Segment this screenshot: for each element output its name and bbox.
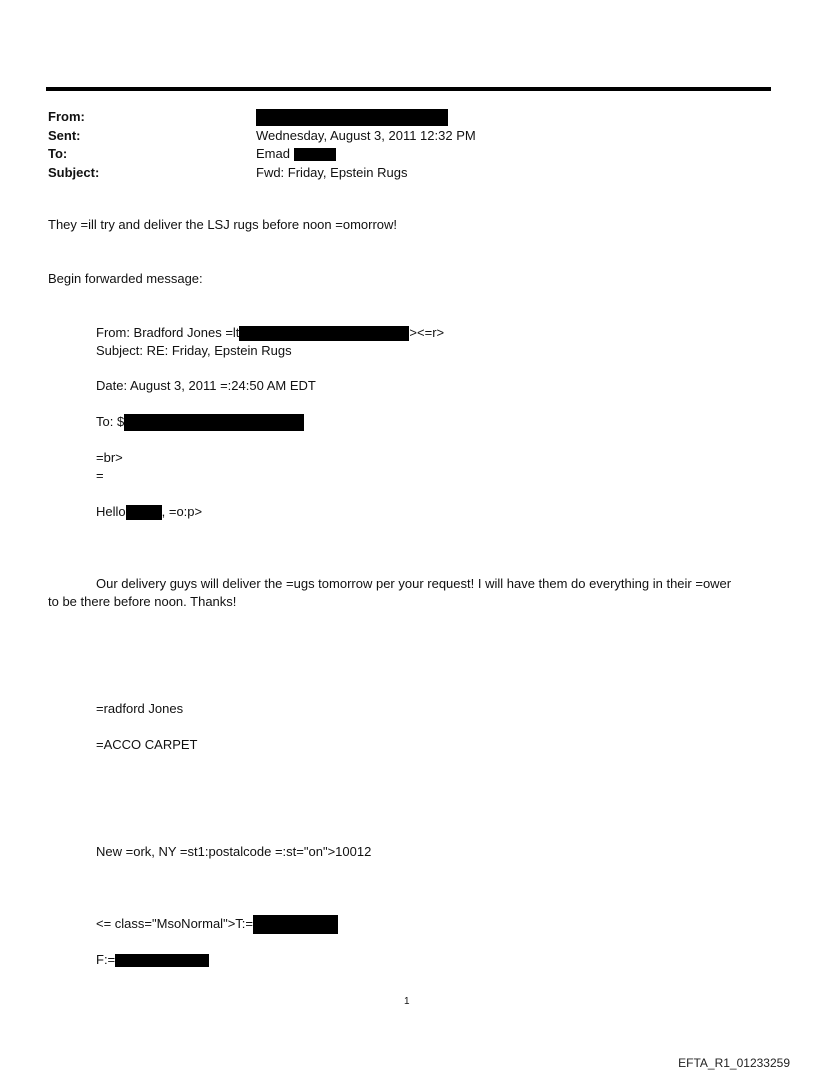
subject-value: Fwd: Friday, Epstein Rugs bbox=[256, 164, 408, 180]
redaction-block bbox=[126, 505, 162, 520]
sent-label: Sent: bbox=[48, 127, 81, 143]
hello-line bbox=[96, 503, 202, 520]
paragraph-line-2: to be there before noon. Thanks! bbox=[48, 594, 237, 609]
bates-number: EFTA_R1_01233259 bbox=[678, 1056, 790, 1070]
fwd-to-prefix: To: $ bbox=[96, 414, 125, 429]
subject-label: Subject: bbox=[48, 164, 100, 180]
subject-row bbox=[48, 164, 748, 183]
body-line-2: Begin forwarded message: bbox=[48, 271, 203, 286]
sent-value: Wednesday, August 3, 2011 12:32 PM bbox=[256, 127, 476, 143]
header-rule bbox=[46, 87, 771, 91]
from-label: From: bbox=[48, 109, 85, 124]
to-label: To: bbox=[48, 146, 68, 161]
phone-prefix: <= class="MsoNormal">T:= bbox=[96, 916, 253, 931]
signature-address: New =ork, NY =st1:postalcode =:st="on">10012 bbox=[96, 844, 372, 859]
hello-prefix: Hello bbox=[96, 504, 126, 519]
fwd-to-line bbox=[96, 413, 304, 431]
signature-name: =radford Jones bbox=[96, 701, 184, 716]
fwd-from-suffix: ><=r> bbox=[409, 325, 445, 340]
redaction-block bbox=[294, 148, 336, 161]
redaction-block bbox=[256, 109, 448, 126]
fwd-from-line bbox=[96, 324, 444, 341]
redaction-block bbox=[239, 326, 409, 341]
email-header bbox=[48, 108, 748, 182]
fax-prefix: F:= bbox=[96, 952, 116, 967]
signature-phone bbox=[96, 915, 338, 934]
fwd-date-line: Date: August 3, 2011 =:24:50 AM EDT bbox=[96, 378, 316, 393]
fwd-br-line: =br> bbox=[96, 450, 123, 465]
body-line-1: They =ill try and deliver the LSJ rugs before noon =omorrow! bbox=[48, 217, 398, 232]
paragraph-line-1: Our delivery guys will deliver the =ugs tomorrow per your request! I will have them do everything in their =ower bbox=[96, 576, 732, 591]
redaction-block bbox=[124, 414, 304, 431]
signature-company: =ACCO CARPET bbox=[96, 737, 198, 752]
fwd-from-prefix: From: Bradford Jones =lt bbox=[96, 325, 240, 340]
redaction-block bbox=[115, 954, 209, 967]
hello-suffix: , =o:p> bbox=[161, 504, 203, 519]
from-row bbox=[48, 108, 748, 127]
page-number: 1 bbox=[404, 996, 410, 1007]
fwd-eq-line: = bbox=[96, 468, 104, 483]
to-row bbox=[48, 145, 748, 164]
sent-row bbox=[48, 127, 748, 146]
to-value: Emad bbox=[256, 146, 290, 161]
signature-fax bbox=[96, 951, 209, 968]
fwd-subject-line: Subject: RE: Friday, Epstein Rugs bbox=[96, 343, 292, 358]
redaction-block bbox=[253, 915, 338, 934]
